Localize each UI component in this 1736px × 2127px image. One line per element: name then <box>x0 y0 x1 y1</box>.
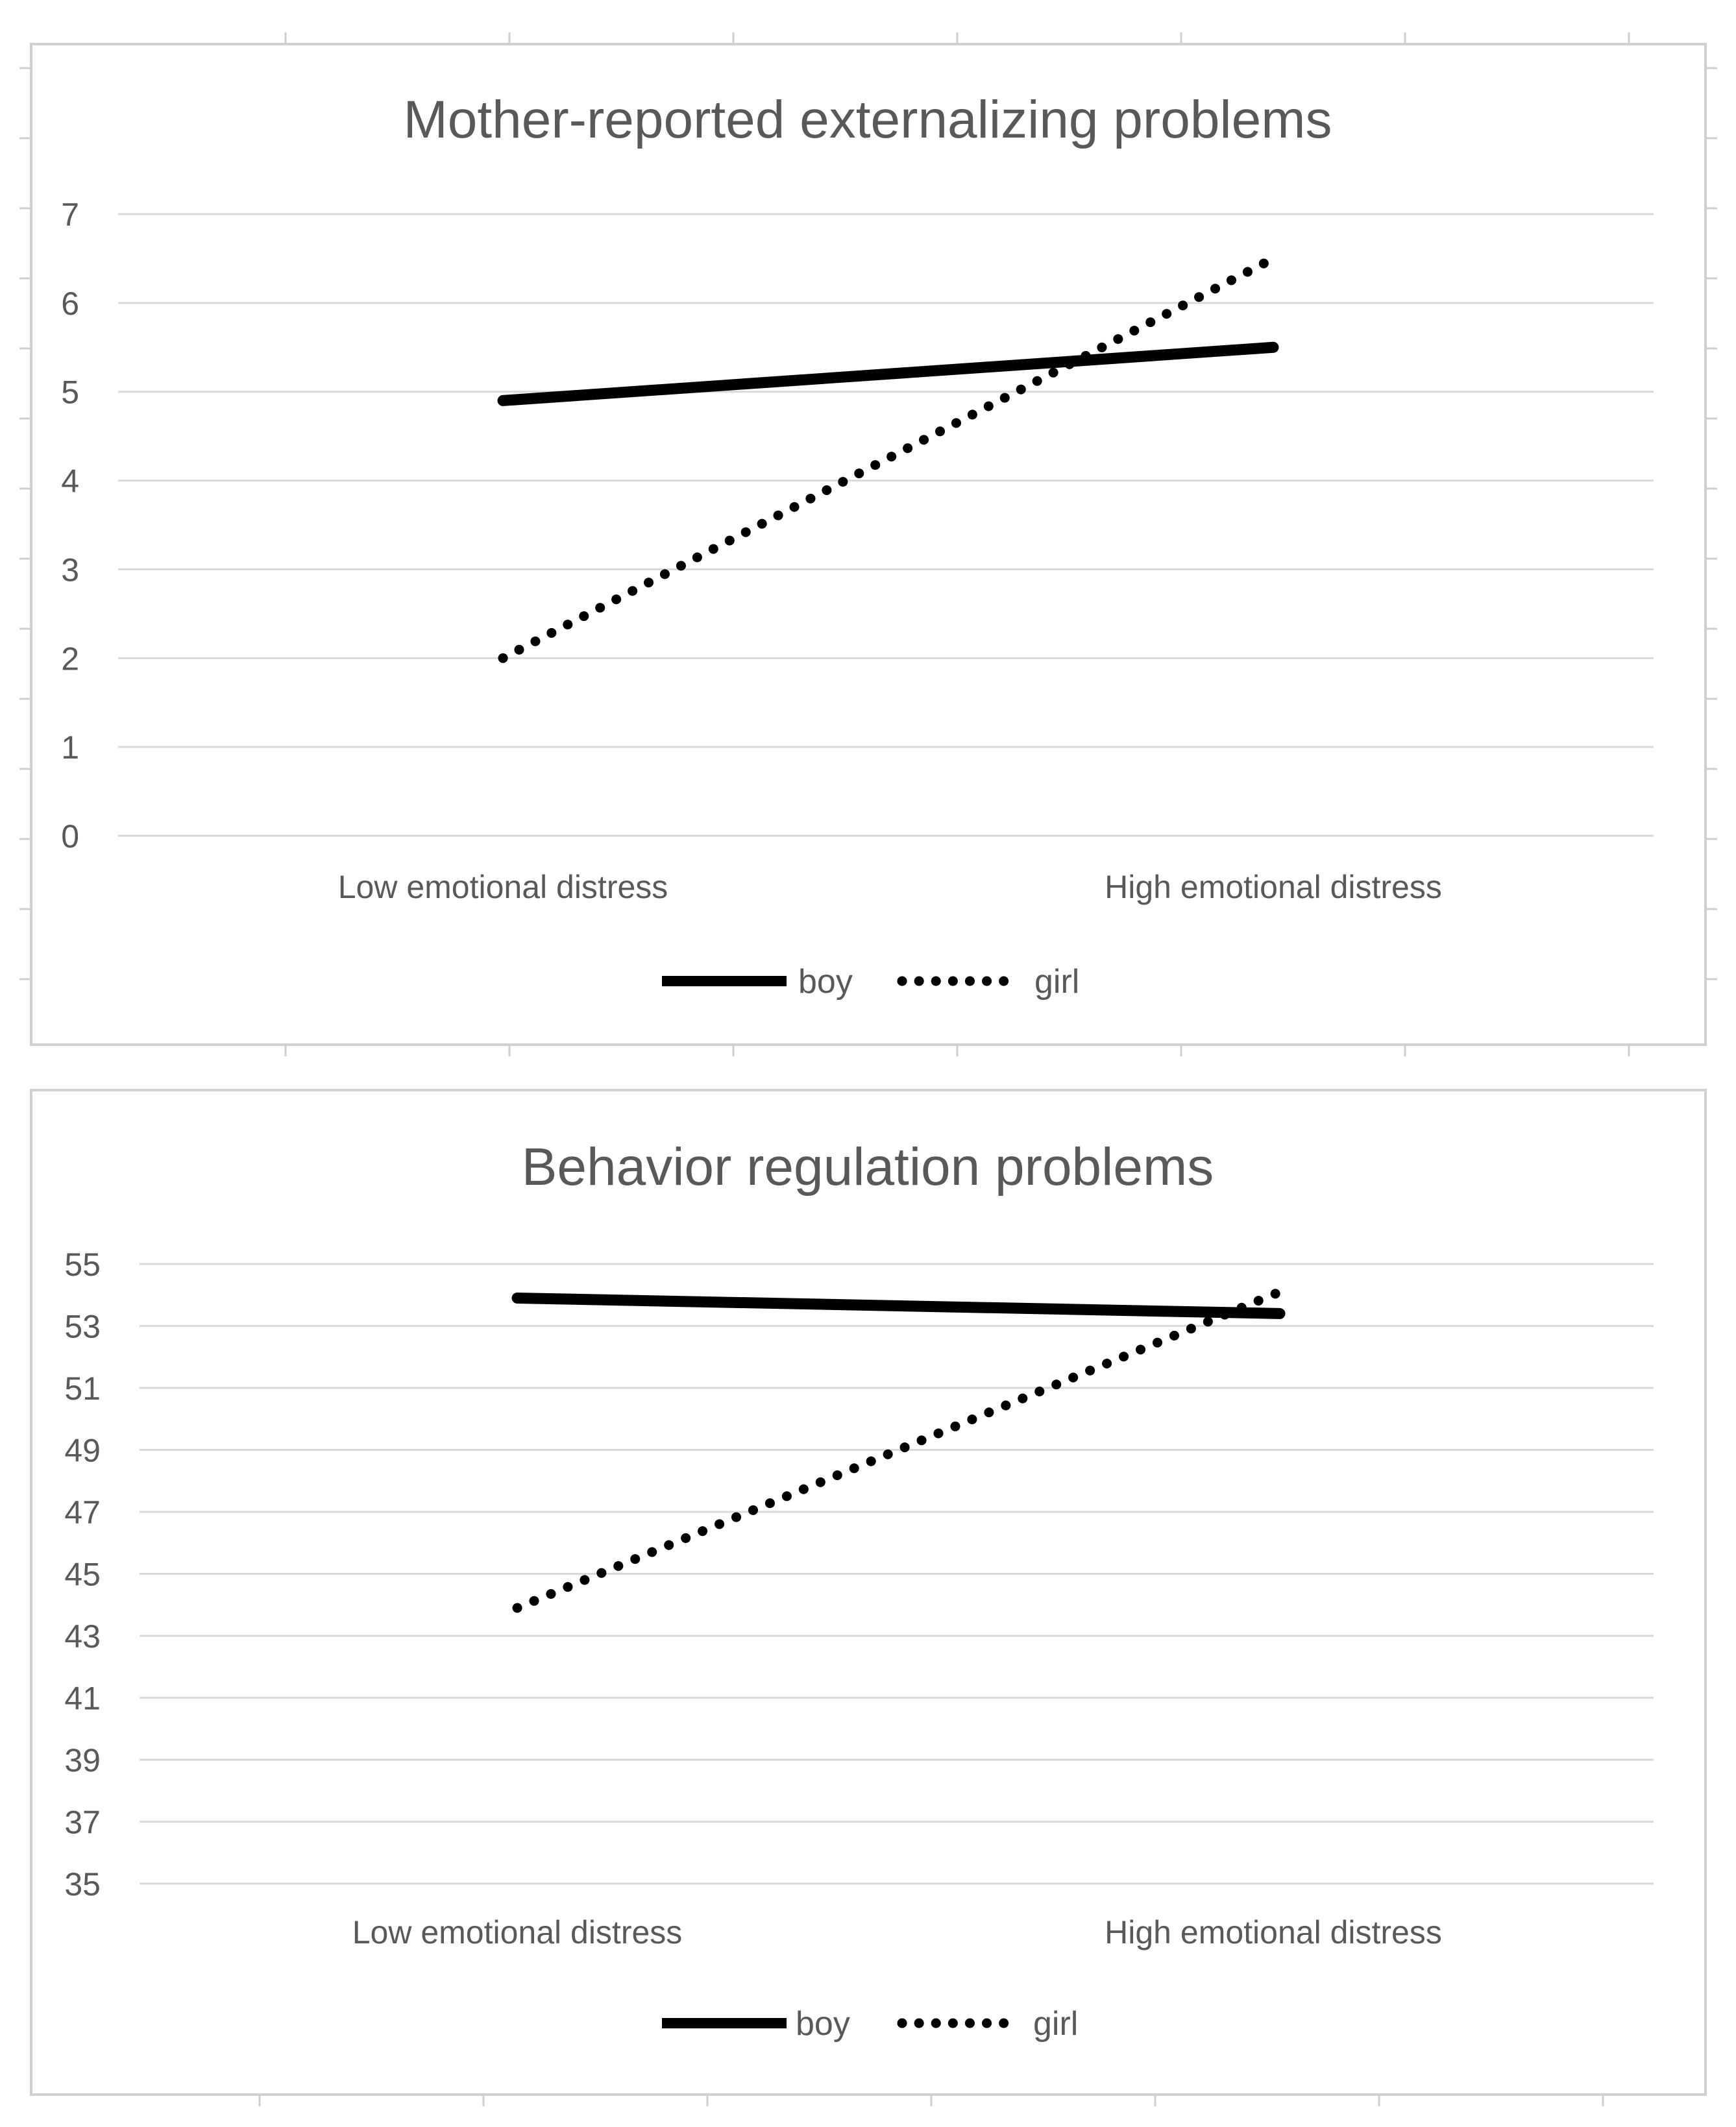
chart-1-frame <box>31 44 1705 1045</box>
chart-1-y-tick-label: 2 <box>61 640 79 677</box>
chart-2-frame <box>31 1090 1705 2095</box>
chart-1-x-tick-low: Low emotional distress <box>337 869 668 905</box>
chart-1-y-tick-label: 7 <box>61 197 79 233</box>
chart-1-y-tick-label: 1 <box>61 729 79 766</box>
chart-2-y-tick-label: 39 <box>64 1742 101 1779</box>
chart-2-legend-boy: boy <box>796 2005 850 2043</box>
chart-1-y-tick-label: 4 <box>61 463 79 500</box>
chart-1-legend-girl: girl <box>1034 963 1080 1001</box>
chart-1-y-tick-label: 5 <box>61 374 79 411</box>
chart-1-y-tick-label: 6 <box>61 285 79 322</box>
chart-2-y-tick-label: 45 <box>64 1556 101 1593</box>
chart-2-y-tick-label: 53 <box>64 1308 101 1345</box>
chart-2-y-tick-label: 49 <box>64 1432 101 1469</box>
chart-2-title: Behavior regulation problems <box>521 1137 1214 1197</box>
chart-2-y-tick-label: 55 <box>64 1246 101 1283</box>
chart-1-title: Mother-reported externalizing problems <box>403 90 1332 149</box>
chart-2-legend-girl: girl <box>1033 2005 1079 2043</box>
chart-2-y-tick-label: 43 <box>64 1618 101 1655</box>
chart-2-y-tick-label: 51 <box>64 1370 101 1407</box>
chart-1-y-tick-label: 0 <box>61 818 79 855</box>
chart-2-y-tick-label: 47 <box>64 1494 101 1531</box>
chart-2-y-tick-label: 35 <box>64 1866 101 1902</box>
chart-1-legend-boy: boy <box>798 963 853 1001</box>
chart-2 <box>31 1090 1705 2095</box>
chart-1-y-tick-label: 3 <box>61 552 79 589</box>
chart-2-y-tick-label: 41 <box>64 1680 101 1717</box>
chart-2-y-tick-label: 37 <box>64 1804 101 1841</box>
chart-2-x-tick-low: Low emotional distress <box>352 1914 683 1951</box>
chart-2-x-tick-high: High emotional distress <box>1105 1914 1442 1951</box>
chart-1 <box>31 44 1705 1045</box>
chart-1-x-tick-high: High emotional distress <box>1105 869 1442 905</box>
